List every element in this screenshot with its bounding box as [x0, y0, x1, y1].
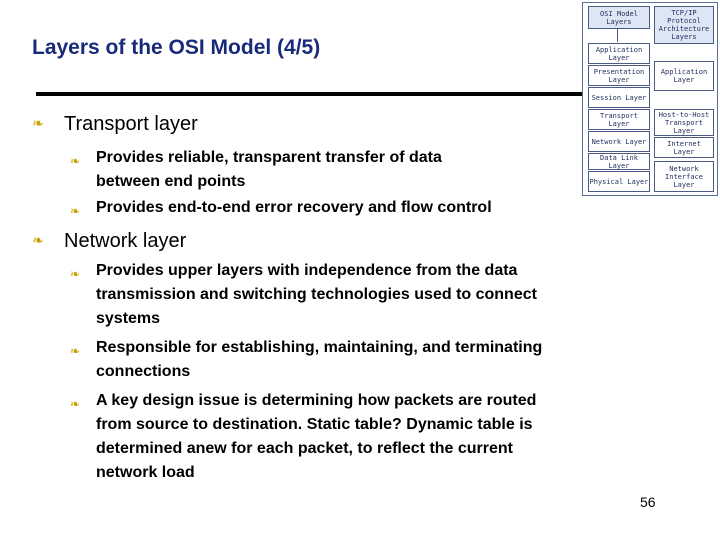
osi-layer-presentation: Presentation Layer	[588, 65, 650, 86]
sub-bullet	[70, 146, 442, 194]
sub-bullet	[70, 389, 537, 485]
osi-tcpip-diagram	[582, 2, 718, 196]
osi-layer-transport: Transport Layer	[588, 109, 650, 130]
title-divider	[36, 92, 596, 96]
bullet-network-layer	[32, 230, 187, 253]
sub-bullet-line: transmission and switching technologies used to connect	[96, 286, 537, 303]
sub-bullet-line: systems	[96, 310, 161, 327]
bullet-icon: ❧	[70, 154, 81, 168]
bullet-text: Transport layer	[64, 113, 198, 135]
bullet-transport-layer	[32, 113, 198, 136]
sub-bullet-line: between end points	[96, 173, 246, 190]
osi-header: OSI Model Layers	[588, 6, 650, 29]
bullet-icon: ❧	[32, 116, 44, 132]
osi-layer-application: Application Layer	[588, 43, 650, 64]
sub-bullet-line: Provides end-to-end error recovery and flow control	[96, 199, 492, 216]
tcpip-layer-transport: Host-to-Host Transport Layer	[654, 109, 714, 136]
bullet-icon: ❧	[70, 267, 81, 281]
sub-bullet-line: Provides reliable, transparent transfer of data	[96, 149, 442, 166]
sub-bullet-line: Responsible for establishing, maintaining, and terminating	[96, 339, 543, 356]
bullet-text: Network layer	[64, 230, 187, 252]
bullet-icon: ❧	[70, 204, 81, 218]
sub-bullet-line: determined anew for each packet, to reflect the current	[96, 440, 514, 457]
page-number: 56	[640, 494, 656, 510]
sub-bullet	[70, 196, 492, 220]
osi-layer-session: Session Layer	[588, 87, 650, 108]
sub-bullet	[70, 259, 537, 331]
connector-line	[617, 28, 618, 42]
sub-bullet-line: A key design issue is determining how packets are routed	[96, 392, 537, 409]
sub-bullet	[70, 336, 543, 384]
bullet-icon: ❧	[70, 397, 81, 411]
tcpip-layer-network-interface: Network Interface Layer	[654, 161, 714, 192]
sub-bullet-line: connections	[96, 363, 191, 380]
sub-bullet-line: from source to destination. Static table? Dynamic table is	[96, 416, 533, 433]
sub-bullet-line: network load	[96, 464, 195, 481]
osi-layer-physical: Physical Layer	[588, 171, 650, 192]
tcpip-layer-application: Application Layer	[654, 61, 714, 91]
sub-bullet-line: Provides upper layers with independence from the data	[96, 262, 518, 279]
slide-title: Layers of the OSI Model (4/5)	[32, 36, 321, 59]
tcpip-header: TCP/IP Protocol Architecture Layers	[654, 6, 714, 44]
bullet-icon: ❧	[70, 344, 81, 358]
bullet-icon: ❧	[32, 233, 44, 249]
osi-layer-network: Network Layer	[588, 131, 650, 152]
tcpip-layer-internet: Internet Layer	[654, 137, 714, 158]
osi-layer-data-link: Data Link Layer	[588, 153, 650, 170]
